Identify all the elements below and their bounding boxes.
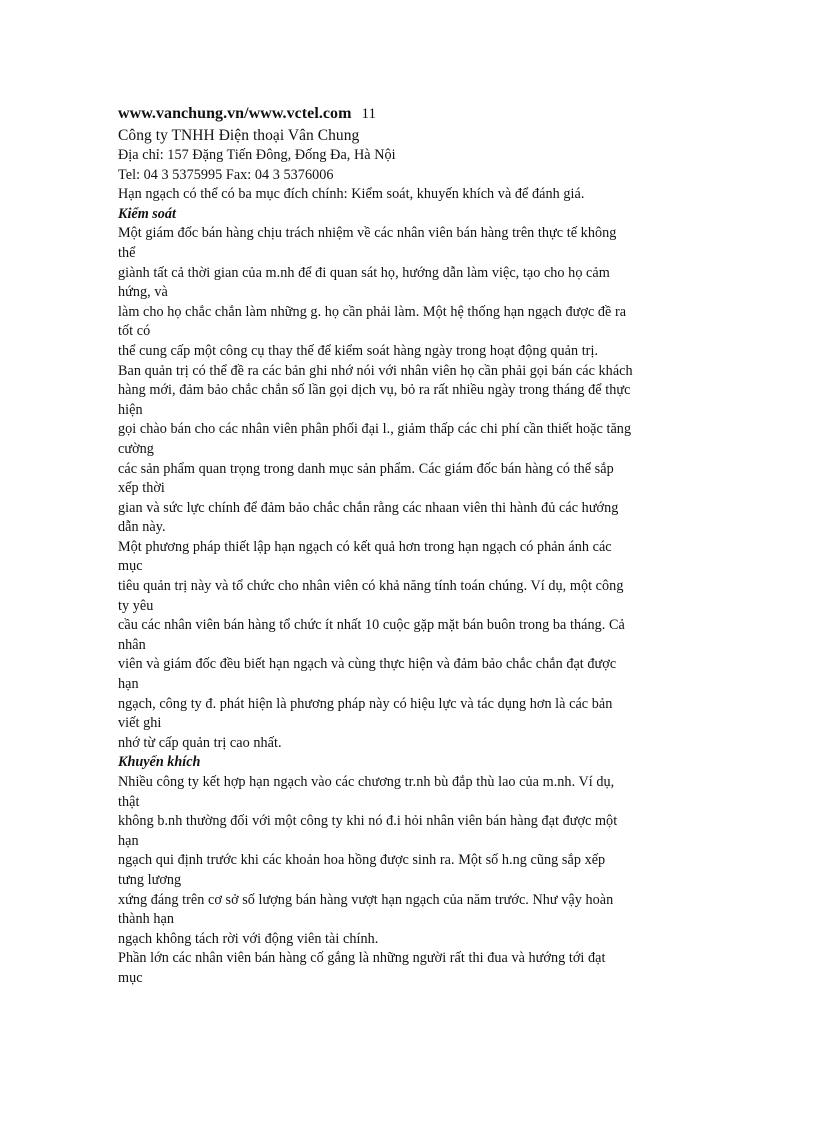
text-line: viết ghi bbox=[118, 715, 162, 732]
text-line: gọi chào bán cho các nhân viên phân phối đại l., giảm thấp các chi phí cần thiết hoặc tăng bbox=[118, 421, 632, 438]
text-line: xếp thời bbox=[118, 480, 165, 497]
text-line: dẫn này. bbox=[118, 519, 166, 536]
intro-paragraph: Hạn ngạch có thể có ba mục đích chính: Kiểm soát, khuyến khích và để đánh giá. bbox=[118, 186, 585, 203]
text-line: Phần lớn các nhân viên bán hàng cố gắng là những người rất thi đua và hướng tới đạt bbox=[118, 950, 606, 967]
section-body-control bbox=[118, 224, 698, 753]
header-url-line bbox=[118, 103, 698, 125]
page-number: 11 bbox=[361, 106, 377, 122]
text-line: Một phương pháp thiết lập hạn ngạch có kết quả hơn trong hạn ngạch có phản ánh các bbox=[118, 538, 612, 555]
text-line: cầu các nhân viên bán hàng tổ chức ít nhất 10 cuộc gặp mặt bán buôn trong ba tháng. Cả bbox=[118, 617, 625, 634]
text-line: thể bbox=[118, 244, 136, 261]
text-line: gian và sức lực chính để đảm bảo chắc chắn rằng các nhaan viên thi hành đủ các hướng bbox=[118, 499, 619, 516]
text-line: ngạch không tách rời với động viên tài chính. bbox=[118, 930, 379, 947]
text-line: thể cung cấp một công cụ thay thế để kiểm soát hàng ngày trong hoạt động quản trị. bbox=[118, 342, 599, 359]
section-heading-incentive: Khuyến khích bbox=[118, 754, 201, 771]
text-line: nhân bbox=[118, 636, 146, 653]
text-line: hạn bbox=[118, 832, 139, 849]
section-heading-control: Kiểm soát bbox=[118, 205, 176, 222]
text-line: mục bbox=[118, 558, 143, 575]
text-line: không b.nh thường đối với một công ty khi nó đ.i hỏi nhân viên bán hàng đạt được một bbox=[118, 813, 618, 830]
text-line: các sản phẩm quan trọng trong danh mục sản phẩm. Các giám đốc bán hàng có thể sắp bbox=[118, 460, 614, 477]
text-line: tiêu quản trị này và tổ chức cho nhân viên có khả năng tính toán chúng. Ví dụ, một công bbox=[118, 578, 624, 595]
text-line: hạn bbox=[118, 676, 139, 693]
text-line: ty yêu bbox=[118, 597, 154, 614]
text-line: hàng mới, đảm bảo chắc chắn số lần gọi dịch vụ, bỏ ra rất nhiều ngày trong tháng để thực bbox=[118, 382, 631, 399]
text-line: ngạch qui định trước khi các khoản hoa hồng được sinh ra. Một số h.ng cũng sắp xếp bbox=[118, 852, 606, 869]
section-body-incentive bbox=[118, 773, 698, 989]
text-line: Nhiều công ty kết hợp hạn ngạch vào các chương tr.nh bù đắp thù lao của m.nh. Ví dụ, bbox=[118, 774, 615, 790]
text-line: cường bbox=[118, 440, 154, 457]
text-line: Ban quản trị có thể đề ra các bản ghi nhớ nói với nhân viên họ cần phải gọi bán các khách bbox=[118, 362, 633, 379]
text-line: thật bbox=[118, 793, 140, 810]
text-line: hiện bbox=[118, 401, 143, 418]
text-line: viên và giám đốc đều biết hạn ngạch và cùng thực hiện và đảm bảo chắc chắn đạt được bbox=[118, 656, 617, 673]
text-line: xứng đáng trên cơ sở số lượng bán hàng vượt hạn ngạch của năm trước. Như vậy hoàn bbox=[118, 891, 614, 908]
text-line: tưng lương bbox=[118, 871, 182, 888]
text-line: nhớ từ cấp quản trị cao nhất. bbox=[118, 734, 282, 751]
text-line: làm cho họ chắc chắn làm những g. họ cần phải làm. Một hệ thống hạn ngạch được đề ra bbox=[118, 303, 627, 320]
text-line: ngạch, công ty đ. phát hiện là phương pháp này có hiệu lực và tác dụng hơn là các bản bbox=[118, 695, 613, 712]
text-line: giành tất cả thời gian của m.nh để đi quan sát họ, hướng dẫn làm việc, tạo cho họ cảm bbox=[118, 264, 610, 281]
text-line: Một giám đốc bán hàng chịu trách nhiệm về các nhân viên bán hàng trên thực tế không bbox=[118, 225, 617, 242]
text-line: thành hạn bbox=[118, 911, 175, 928]
company-address: Địa chỉ: 157 Đặng Tiến Đông, Đống Đa, Hà Nội bbox=[118, 147, 396, 163]
company-contact: Tel: 04 3 5375995 Fax: 04 3 5376006 bbox=[118, 166, 334, 183]
text-line: hứng, và bbox=[118, 284, 168, 301]
text-line: mục bbox=[118, 969, 143, 986]
document-page bbox=[118, 103, 698, 989]
website-url[interactable]: www.vanchung.vn/www.vctel.com bbox=[118, 105, 352, 122]
company-name: Công ty TNHH Điện thoại Vân Chung bbox=[118, 127, 360, 144]
text-line: tốt có bbox=[118, 323, 151, 340]
